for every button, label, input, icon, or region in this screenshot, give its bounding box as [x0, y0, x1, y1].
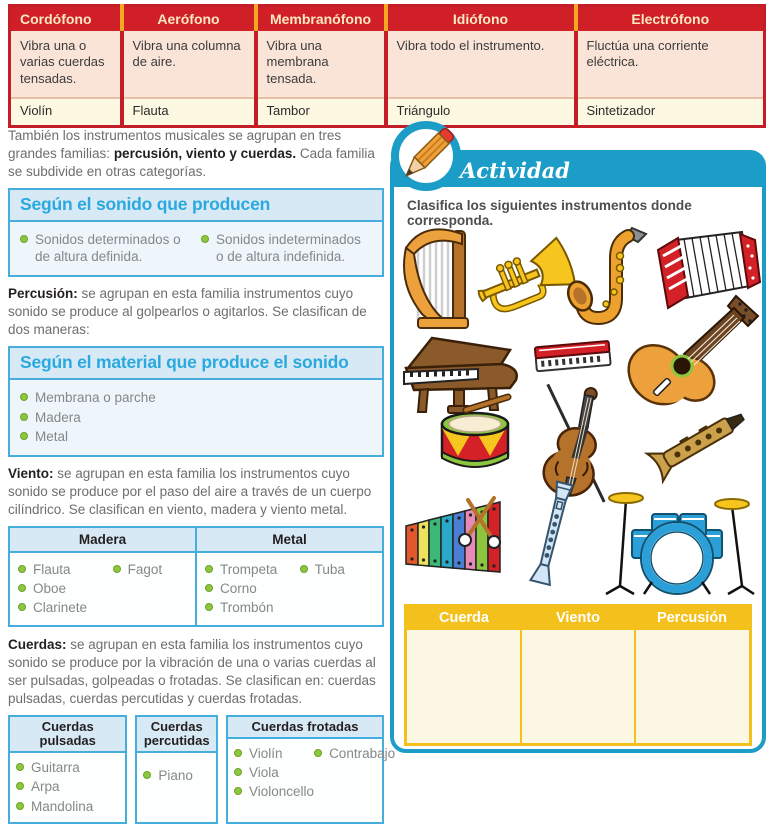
list-item [20, 389, 372, 406]
wind-term: Viento: [8, 466, 54, 482]
activity-panel [390, 150, 766, 753]
example-cell: Flauta [122, 98, 256, 127]
column-header-idiofono: Idiófono [386, 6, 576, 32]
column-header-membranofono: Membranófono [256, 6, 386, 32]
bullet-icon [201, 235, 209, 243]
percussion-text: se agrupan en esta familia instrumentos cuyo sonido se produce al golpearlos o agitarlos. Se clasifican de dos maneras: [8, 286, 367, 338]
strings-text: se agrupan en esta familia los instrumentos cuyo sonido se produce por la vibración de una o varias cuerdas al ser pulsadas, golpeadas o frotadas. Se clasifican en: cuerdas pulsadas, cuerdas percutidas y cuerdas frotadas. [8, 636, 376, 706]
bullet-icon [18, 603, 26, 611]
harmonica-image [532, 338, 616, 380]
bullet-icon [20, 413, 28, 421]
xylophone-image [402, 486, 510, 588]
column-header-electrofono: Electrófono [576, 6, 765, 32]
description-cell: Fluctúa una corriente eléctrica. [576, 31, 765, 98]
list-item-label: Metal [35, 428, 69, 444]
bowed-box-title: Cuerdas frotadas [228, 717, 382, 739]
percussion-paragraph [8, 285, 384, 339]
bullet-icon [18, 565, 26, 573]
answer-table-header-row [407, 607, 749, 630]
strings-paragraph [8, 636, 384, 708]
list-item [20, 428, 372, 445]
answer-cell-cuerda [407, 630, 520, 743]
strings-term: Cuerdas: [8, 636, 67, 652]
list-item [18, 599, 113, 616]
list-item [16, 798, 119, 815]
bullet-icon [205, 603, 213, 611]
bullet-icon [16, 763, 24, 771]
answer-header-percusion: Percusión [656, 610, 728, 626]
classification-header-row [10, 6, 765, 32]
answer-table-body [407, 630, 749, 743]
list-item-label: Madera [35, 409, 81, 425]
bowed-strings-box [226, 715, 396, 824]
intro-text-bold: percusión, viento y cuerdas. [113, 145, 297, 161]
list-item [16, 778, 119, 795]
madera-header: Madera [9, 527, 196, 552]
example-cell: Triángulo [386, 98, 576, 127]
struck-strings-box [135, 715, 218, 824]
list-item-label: Mandolina [31, 798, 94, 814]
activity-title: Actividad [460, 158, 570, 183]
intro-paragraph [8, 127, 384, 181]
list-item-label: Trompeta [220, 561, 278, 577]
bullet-icon [20, 393, 28, 401]
intro-text-post: Cada familia se subdivide en otras categorías. [8, 145, 375, 179]
material-box-body [10, 380, 382, 455]
material-box-title: Según el material que produce el sonido [10, 348, 382, 380]
bullet-icon [314, 749, 322, 757]
struck-box-title: Cuerdas percutidas [137, 717, 216, 754]
bullet-icon [18, 584, 26, 592]
example-cell: Violín [10, 98, 122, 127]
bullet-icon [234, 787, 242, 795]
instrument-classification-table [8, 4, 766, 128]
bullet-icon [20, 432, 28, 440]
bullet-icon [205, 565, 213, 573]
example-cell: Sintetizador [576, 98, 765, 127]
list-item [234, 783, 314, 800]
description-cell: Vibra una columna de aire. [122, 31, 256, 98]
example-cell: Tambor [256, 98, 386, 127]
list-item-label: Sonidos indeterminados o de altura indefinida. [216, 231, 361, 265]
answer-table [404, 604, 752, 746]
recorder-image [516, 478, 588, 592]
list-item [300, 561, 345, 578]
answer-header-viento: Viento [555, 610, 601, 626]
drum-kit-image [596, 470, 758, 596]
list-item [16, 759, 119, 776]
list-item-label: Viola [249, 765, 279, 781]
plucked-box-title: Cuerdas pulsadas [10, 717, 125, 754]
description-cell: Vibra una o varias cuerdas tensadas. [10, 31, 122, 98]
list-item-label: Trombón [220, 600, 274, 616]
description-cell: Vibra todo el instrumento. [386, 31, 576, 98]
bullet-icon [234, 768, 242, 776]
list-item-label: Piano [158, 768, 193, 784]
list-item-label: Oboe [33, 581, 67, 597]
sound-classification-box [8, 188, 384, 278]
list-item-label: Tuba [314, 561, 345, 577]
list-item [113, 561, 163, 578]
list-item [18, 561, 113, 578]
column-header-cordofono: Cordófono [10, 6, 122, 32]
list-item-label: Contrabajo [329, 745, 396, 761]
list-item [234, 764, 314, 781]
sound-box-title: Según el sonido que producen [10, 190, 382, 222]
list-item [18, 580, 113, 597]
list-item-label: Membrana o parche [35, 390, 156, 406]
list-item-label: Violoncello [249, 784, 315, 800]
theory-column [8, 127, 396, 824]
plucked-strings-box [8, 715, 127, 824]
list-item-label: Guitarra [31, 760, 80, 776]
bullet-icon [143, 771, 151, 779]
harp-image [398, 222, 480, 334]
list-item [205, 599, 300, 616]
list-item-label: Sonidos determinados o de altura definida. [35, 231, 181, 265]
wind-paragraph [8, 465, 384, 519]
list-item-label: Flauta [33, 561, 71, 577]
list-item-label: Arpa [31, 779, 60, 795]
snare-drum-image [436, 392, 514, 482]
bullet-icon [20, 235, 28, 243]
percussion-term: Percusión: [8, 286, 78, 302]
wind-instruments-table [8, 526, 384, 627]
activity-instruction: Clasifica los siguientes instrumentos donde corresponda. [407, 198, 692, 228]
list-item [201, 231, 372, 266]
intro-text-pre: También los instrumentos musicales se agrupan en tres grandes familias: [8, 128, 342, 161]
list-item [205, 580, 300, 597]
wind-text: se agrupan en esta familia los instrumentos cuyo sonido se produce por el paso del aire a través de un cuerpo cilíndrico. Se clasifican en viento, madera y viento metal. [8, 466, 372, 517]
list-item [20, 231, 191, 266]
bullet-icon [16, 802, 24, 810]
string-family-boxes [8, 715, 396, 824]
metal-header: Metal [196, 527, 383, 552]
material-classification-box [8, 346, 384, 457]
list-item [234, 745, 314, 762]
list-item-label: Corno [220, 581, 257, 597]
list-item [205, 561, 300, 578]
bullet-icon [205, 584, 213, 592]
madera-instruments-cell [9, 552, 196, 626]
answer-cell-viento [520, 630, 635, 743]
list-item-label: Clarinete [33, 600, 88, 616]
sound-box-body [10, 222, 382, 276]
list-item-label: Fagot [127, 561, 163, 577]
bullet-icon [16, 782, 24, 790]
pencil-icon [390, 120, 462, 192]
list-item [314, 745, 395, 762]
metal-instruments-cell [196, 552, 383, 626]
list-item [20, 409, 372, 426]
list-item-label: Violín [249, 745, 283, 761]
list-item [143, 767, 210, 784]
bullet-icon [234, 749, 242, 757]
description-cell: Vibra una membrana tensada. [256, 31, 386, 98]
answer-header-cuerda: Cuerda [439, 610, 489, 626]
bullet-icon [113, 565, 121, 573]
classification-description-row [10, 31, 765, 98]
column-header-aerofono: Aerófono [122, 6, 256, 32]
bullet-icon [300, 565, 308, 573]
classification-example-row [10, 98, 765, 127]
answer-cell-percusion [634, 630, 749, 743]
